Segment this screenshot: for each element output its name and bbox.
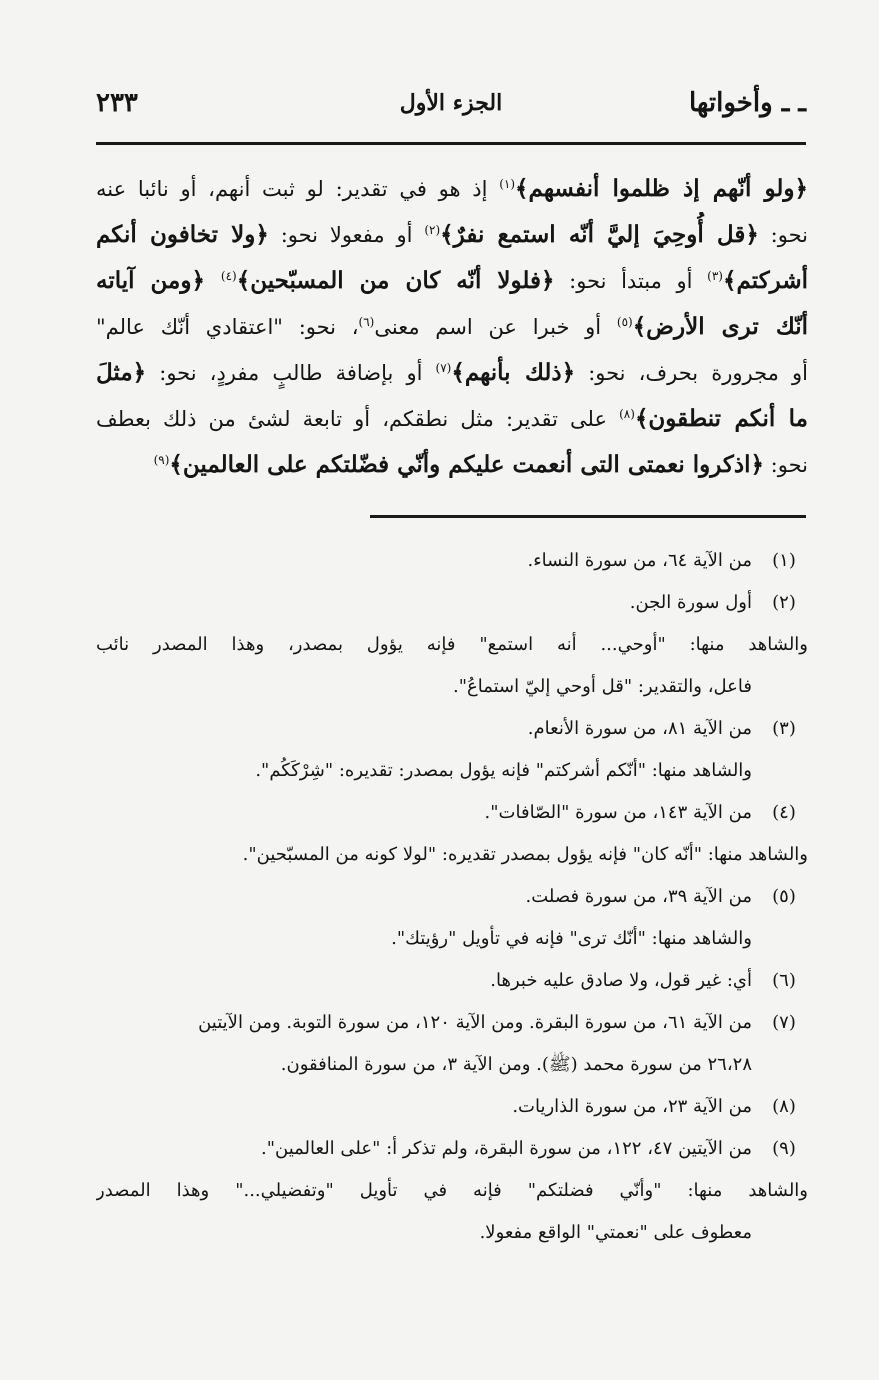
footnote-text: من الآية ٦٤، من سورة النساء. <box>527 550 752 571</box>
footnote-number: (١) <box>772 550 796 571</box>
main-line: أو مجرورة بحرف، نحو: ﴿ذلك بأنهم﴾$^{(٧)}$ أو بإضافة طالبٍ مفردٍ، نحو: ﴿مثلَ <box>96 359 808 386</box>
main-text <box>96 166 808 488</box>
footnote-continuation <box>96 666 808 708</box>
footnote-number: (٧) <box>772 1012 796 1033</box>
footnote-item <box>96 792 808 834</box>
footnote-number: (٨) <box>772 1096 796 1117</box>
main-line: نحو: ﴿قل أُوحِيَ إليَّ أنّه استمع نفرٌ﴾$^{(٢)}$ أو مفعولا نحو: ﴿ولا تخافون أنكم <box>96 221 808 248</box>
footnote-text: من الآية ٦١، من سورة البقرة. ومن الآية ١٢٠، من سورة التوبة. ومن الآيتين <box>198 1012 752 1033</box>
footnote-item <box>96 1128 808 1170</box>
footnote-text: من الآية ٨١، من سورة الأنعام. <box>527 718 752 739</box>
footnote-item <box>96 540 808 582</box>
footnote-item <box>96 582 808 624</box>
footnote-continuation <box>96 834 808 876</box>
footnote-continuation <box>96 750 808 792</box>
main-line: أشركتم﴾$^{(٣)}$ أو مبتدأ نحو: ﴿فلولا أنّه كان من المسبّحين﴾$^{(٤)}$ ﴿ومن آياته <box>96 267 808 294</box>
footnote-item <box>96 1086 808 1128</box>
footnote-continuation <box>96 918 808 960</box>
footnote-item <box>96 960 808 1002</box>
footnote-item <box>96 708 808 750</box>
footnote-number: (٦) <box>772 970 796 991</box>
footnote-text: من الآية ٢٣، من سورة الذاريات. <box>512 1096 752 1117</box>
footnote-continuation <box>96 1044 808 1086</box>
footnote-text: والشاهد منها: "أنّكم أشركتم" فإنه يؤول بمصدر: تقديره: "شِرْكَكُم". <box>255 760 752 781</box>
footnote-continuation <box>96 624 808 666</box>
footnote-text: والشاهد منها: "وأنّي فضلتكم" فإنه في تأويل "وتفضيلي..." وهذا المصدر <box>96 1180 808 1201</box>
footnote-number: (٢) <box>772 592 796 613</box>
main-line: نحو: ﴿اذكروا نعمتى التى أنعمت عليكم وأنّي فضّلتكم على العالمين﴾$^{(٩)}$ <box>153 451 808 478</box>
footnote-text: والشاهد منها: "أوحي... أنه استمع" فإنه يؤول بمصدر، وهذا المصدر نائب <box>96 634 808 655</box>
header-rule <box>96 142 806 145</box>
footnote-continuation <box>96 1170 808 1212</box>
footnote-number: (٤) <box>772 802 796 823</box>
part-title: الجزء الأول <box>399 90 503 116</box>
footnote-text: ٢٦،٢٨ من سورة محمد (ﷺ). ومن الآية ٣، من سورة المنافقون. <box>280 1054 752 1075</box>
footnote-text: من الآيتين ٤٧، ١٢٢، من سورة البقرة، ولم تذكر أ: "على العالمين". <box>261 1138 752 1159</box>
footnote-item <box>96 876 808 918</box>
running-title: ـ ـ وأخواتها <box>689 88 806 118</box>
footnote-number: (٩) <box>772 1138 796 1159</box>
main-line: ﴿ولو أنّهم إذ ظلموا أنفسهم﴾$^{(١)}$ إذ هو في تقدير: لو ثبت أنهم، أو نائبا عنه <box>96 175 808 202</box>
footnote-text: أول سورة الجن. <box>629 592 752 613</box>
main-line: ما أنكم تنطقون﴾$^{(٨)}$ على تقدير: مثل نطقكم، أو تابعة لشئ من ذلك بعطف <box>96 405 808 432</box>
page-number: ٢٣٣ <box>96 88 138 118</box>
footnote-number: (٣) <box>772 718 796 739</box>
footnote-text: من الآية ١٤٣، من سورة "الصّافات". <box>484 802 752 823</box>
main-line: أنّك ترى الأرض﴾$^{(٥)}$ أو خبرا عن اسم معنى$^{(٦)}$، نحو: "اعتقادي أنّك عالم" <box>96 313 808 340</box>
footnote-continuation <box>96 1212 808 1254</box>
footnote-text: والشاهد منها: "أنّه كان" فإنه يؤول بمصدر تقديره: "لولا كونه من المسبّحين". <box>242 844 808 865</box>
footnote-text: من الآية ٣٩، من سورة فصلت. <box>525 886 752 907</box>
footnote-number: (٥) <box>772 886 796 907</box>
page-header <box>96 84 806 144</box>
footnote-separator <box>370 515 806 518</box>
footnote-text: فاعل، والتقدير: "قل أوحي إليّ استماعُ". <box>452 676 752 697</box>
footnote-item <box>96 1002 808 1044</box>
footnote-text: والشاهد منها: "أنّك ترى" فإنه في تأويل "رؤيتك". <box>391 928 752 949</box>
footnotes <box>96 540 808 1254</box>
footnote-text: أي: غير قول، ولا صادق عليه خبرها. <box>490 970 752 991</box>
footnote-text: معطوف على "نعمتي" الواقع مفعولا. <box>479 1222 752 1243</box>
